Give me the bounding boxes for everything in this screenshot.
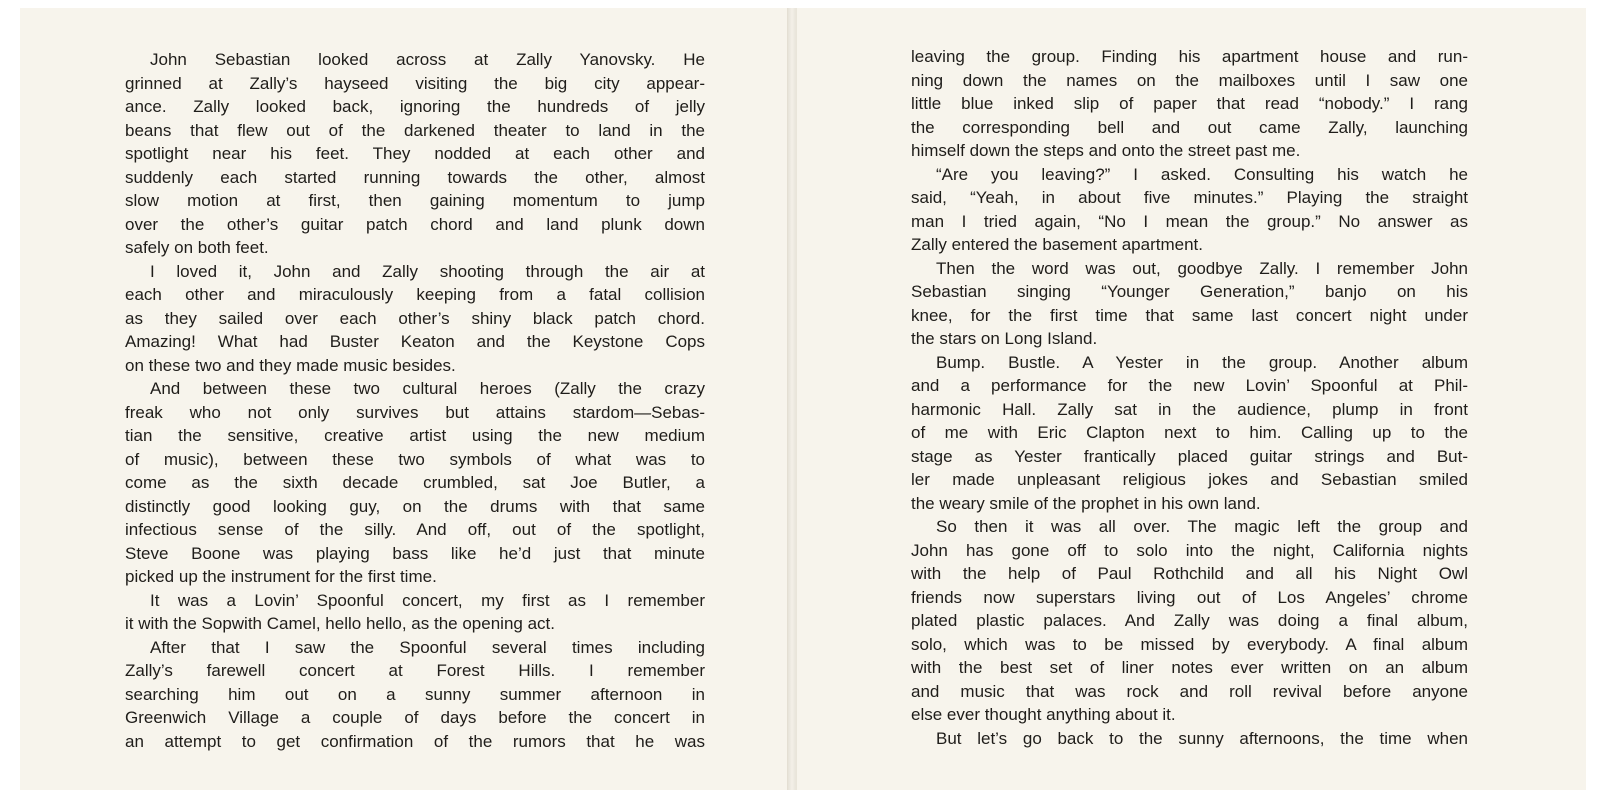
text-line: It was a Lovin’ Spoonful concert, my first as I remember bbox=[150, 590, 705, 610]
text-line: suddenly each started running towards the other, almost bbox=[125, 167, 705, 187]
text-line: friends now superstars living out of Los Angeles’ chrome bbox=[911, 587, 1468, 607]
text-line: spotlight near his feet. They nodded at each other and bbox=[125, 144, 705, 163]
text-line: Sebastian singing “Younger Generation,” banjo on his bbox=[911, 282, 1468, 301]
text-line: the stars on Long Island. bbox=[911, 329, 1098, 348]
text-line: ance. Zally looked back, ignoring the hundreds of jelly bbox=[125, 97, 705, 116]
text-line: searching him out on a sunny summer afternoon in bbox=[125, 684, 705, 704]
text-line: said, “Yeah, in about five minutes.” Playing the straight bbox=[911, 188, 1468, 207]
text-line: an attempt to get confirmation of the rumors that he was bbox=[125, 731, 705, 751]
text-line: slow motion at first, then gaining momentum to jump bbox=[125, 191, 705, 210]
text-line: After that I saw the Spoonful several times including bbox=[150, 637, 705, 657]
text-line: John has gone off to solo into the night, California nights bbox=[911, 540, 1468, 560]
text-line: himself down the steps and onto the street past me. bbox=[911, 141, 1301, 160]
text-line: stage as Yester frantically placed guitar strings and But- bbox=[911, 446, 1468, 466]
text-line: “Are you leaving?” I asked. Consulting his watch he bbox=[936, 164, 1468, 184]
text-line: each other and miraculously keeping from a fatal collision bbox=[125, 285, 705, 304]
text-line: man I tried again, “No I mean the group.” No answer as bbox=[911, 211, 1468, 231]
text-line: plated plastic palaces. And Zally was doing a final album, bbox=[911, 611, 1468, 630]
text-line: safely on both feet. bbox=[125, 238, 269, 257]
text-line: I loved it, John and Zally shooting through the air at bbox=[150, 261, 705, 281]
text-line: beans that flew out of the darkened theater to land in the bbox=[125, 120, 705, 140]
text-line: Then the word was out, goodbye Zally. I remember John bbox=[936, 258, 1468, 278]
text-line: grinned at Zally’s hayseed visiting the big city appear- bbox=[125, 73, 705, 93]
text-line: and a performance for the new Lovin’ Spoonful at Phil- bbox=[911, 376, 1468, 395]
text-line: solo, which was to be missed by everybody. A final album bbox=[911, 634, 1468, 654]
text-line: the weary smile of the prophet in his own land. bbox=[911, 493, 1261, 513]
left-page bbox=[20, 8, 788, 790]
text-line: Steve Boone was playing bass like he’d just that minute bbox=[125, 543, 705, 563]
text-line: Greenwich Village a couple of days before the concert in bbox=[125, 708, 705, 727]
text-line: And between these two cultural heroes (Zally the crazy bbox=[150, 379, 705, 398]
text-line: with the help of Paul Rothchild and all his Night Owl bbox=[911, 564, 1468, 583]
text-line: on these two and they made music besides. bbox=[125, 355, 456, 375]
text-line: Bump. Bustle. A Yester in the group. Another album bbox=[936, 352, 1468, 372]
text-line: over the other’s guitar patch chord and land plunk down bbox=[125, 214, 705, 234]
text-line: and music that was rock and roll revival before anyone bbox=[911, 681, 1468, 701]
page-fold bbox=[788, 8, 796, 790]
text-line: else ever thought anything about it. bbox=[911, 705, 1176, 724]
text-line: infectious sense of the silly. And off, out of the spotlight, bbox=[125, 520, 705, 539]
text-line: as they sailed over each other’s shiny black patch chord. bbox=[125, 308, 705, 328]
text-line: knee, for the first time that same last concert night under bbox=[911, 305, 1468, 325]
text-line: Amazing! What had Buster Keaton and the Keystone Cops bbox=[125, 332, 705, 351]
text-line: of music), between these two symbols of what was to bbox=[125, 449, 705, 469]
text-line: ler made unpleasant religious jokes and Sebastian smiled bbox=[911, 470, 1468, 489]
text-line: with the best set of liner notes ever written on an album bbox=[911, 658, 1468, 677]
text-line: of me with Eric Clapton next to him. Calling up to the bbox=[911, 423, 1468, 442]
right-page bbox=[796, 8, 1586, 790]
text-line: little blue inked slip of paper that read “nobody.” I rang bbox=[911, 94, 1468, 113]
text-line: Zally entered the basement apartment. bbox=[911, 235, 1203, 254]
text-line: leaving the group. Finding his apartment house and run- bbox=[911, 47, 1468, 66]
text-line: ning down the names on the mailboxes until I saw one bbox=[911, 70, 1468, 90]
text-line: picked up the instrument for the first time. bbox=[125, 567, 437, 586]
text-line: Zally’s farewell concert at Forest Hills. I remember bbox=[125, 661, 705, 680]
text-line: John Sebastian looked across at Zally Yanovsky. He bbox=[150, 50, 705, 69]
text-line: distinctly good looking guy, on the drums with that same bbox=[125, 496, 705, 516]
right-page-text bbox=[911, 45, 1468, 750]
text-line: the corresponding bell and out came Zally, launching bbox=[911, 117, 1468, 137]
text-line: it with the Sopwith Camel, hello hello, as the opening act. bbox=[125, 614, 555, 633]
text-line: So then it was all over. The magic left the group and bbox=[936, 517, 1468, 536]
text-line: harmonic Hall. Zally sat in the audience, plump in front bbox=[911, 399, 1468, 419]
text-line: tian the sensitive, creative artist using the new medium bbox=[125, 426, 705, 445]
left-page-text bbox=[125, 48, 705, 753]
text-line: come as the sixth decade crumbled, sat Joe Butler, a bbox=[125, 473, 705, 492]
text-line: freak who not only survives but attains stardom—Sebas- bbox=[125, 402, 705, 422]
text-line: But let’s go back to the sunny afternoons, the time when bbox=[936, 728, 1468, 748]
